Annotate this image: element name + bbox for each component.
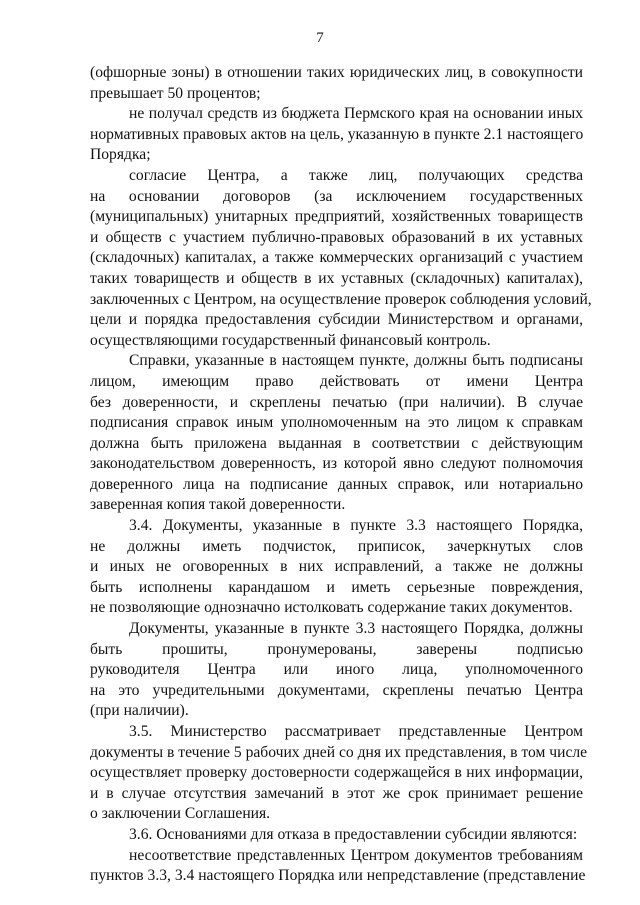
text-line: о заключении Соглашения.: [90, 805, 271, 823]
paragraph: [90, 619, 583, 722]
text-line: 3.4. Документы, указанные в пункте 3.3 настоящего Порядка,: [129, 517, 583, 535]
paragraph: [90, 722, 588, 825]
text-line: и обществ с участием публично-правовых образований в их уставных: [90, 228, 583, 246]
paragraph: [90, 516, 583, 619]
text-line: лицом, имеющим право действовать от имени Центра: [90, 372, 583, 390]
paragraph: [90, 351, 583, 516]
text-line: 3.5. Министерство рассматривает представленные Центром: [129, 723, 583, 740]
text-line: не получал средств из бюджета Пермского края на основании иных: [129, 105, 583, 123]
text-line: на это учредительными документами, скреплены печатью Центра: [90, 681, 583, 699]
text-line: без доверенности, и скреплены печатью (при наличии). В случае: [90, 393, 583, 411]
text-line: 3.6. Основаниями для отказа в предоставлении субсидии являются:: [129, 825, 578, 843]
text-line: доверенного лица на подписание данных справок, или нотариально: [90, 475, 583, 493]
text-line: таких товариществ и обществ в их уставных (складочных) капиталах),: [90, 269, 583, 287]
text-line: быть исполнены карандашом и иметь серьезные повреждения,: [90, 578, 583, 596]
text-line: документы в течение 5 рабочих дней со дня их представления, в том числе: [90, 743, 588, 761]
text-line: Порядка;: [90, 146, 151, 164]
text-line: осуществляет проверку достоверности содержащейся в них информации,: [90, 764, 583, 782]
text-line: Документы, указанные в пункте 3.3 настоящего Порядка, должны: [129, 620, 583, 638]
text-line: (муниципальных) унитарных предприятий, хозяйственных товариществ: [90, 208, 583, 226]
text-line: пунктов 3.3, 3.4 настоящего Порядка или непредставление (представление: [90, 867, 586, 885]
document-body: [90, 63, 592, 887]
text-line: быть прошиты, пронумерованы, заверены подписью: [90, 640, 583, 658]
text-line: законодательством доверенность, из которой явно следуют полномочия: [90, 455, 583, 473]
text-line: не должны иметь подчисток, приписок, зачеркнутых слов: [90, 537, 583, 555]
text-line: заключенных с Центром, на осуществление проверок соблюдения условий,: [90, 290, 592, 308]
text-line: заверенная копия такой доверенности.: [90, 496, 346, 514]
text-line: подписания справок иным уполномоченным на это лицом к справкам: [90, 414, 583, 432]
text-line: руководителя Центра или иного лица, уполномоченного: [90, 661, 583, 679]
text-line: согласие Центра, а также лиц, получающих средства: [129, 166, 583, 184]
paragraph: [90, 104, 583, 166]
paragraph: [90, 166, 592, 351]
text-line: несоответствие представленных Центром документов требованиям: [129, 846, 583, 864]
text-line: (складочных) капиталах, а также коммерческих организаций с участием: [90, 249, 583, 267]
text-line: на основании договоров (за исключением государственных: [90, 187, 583, 205]
text-line: (при наличии).: [90, 702, 189, 720]
text-line: осуществляющими государственный финансовый контроль.: [90, 331, 491, 349]
paragraph: [90, 63, 583, 104]
text-line: и в случае отсутствия замечаний в этот же срок принимает решение: [90, 784, 583, 802]
text-line: нормативных правовых актов на цель, указанную в пункте 2.1 настоящего: [90, 125, 584, 143]
text-line: превышает 50 процентов;: [90, 84, 261, 102]
paragraph: [90, 825, 583, 846]
text-line: должна быть приложена выданная в соответствии с действующим: [90, 434, 583, 452]
paragraph: [90, 846, 586, 887]
text-line: не позволяющие однозначно истолковать содержание таких документов.: [90, 599, 573, 617]
text-line: Справки, указанные в настоящем пункте, должны быть подписаны: [129, 352, 583, 370]
text-line: и иных не оговоренных в них исправлений, а также не должны: [90, 558, 583, 576]
page-number: 7: [316, 30, 324, 46]
text-line: цели и порядка предоставления субсидии Министерством и органами,: [90, 311, 583, 329]
text-line: (офшорные зоны) в отношении таких юридических лиц, в совокупности: [90, 64, 583, 81]
